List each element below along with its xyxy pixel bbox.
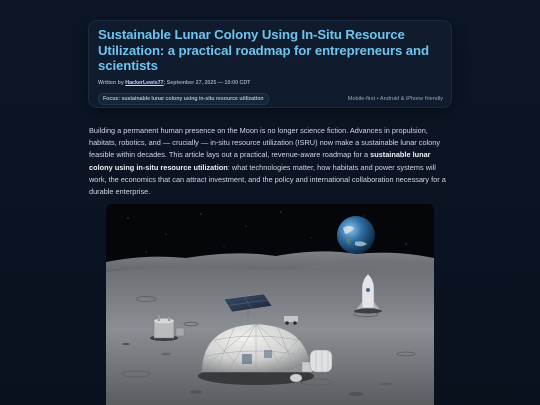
intro-text-1: Building a permanent human presence on the Moon is no longer science fiction. Advances in propulsion, habitats, robotics, and — crucially — in-situ resource utilization (ISRU) now make a sustainable lunar colony feasible within decades. This article lays out a practical, revenue-aware roadmap for a xyxy=(89,126,441,160)
intro-text-2: : what technologies matter, how habitats and power systems will work, the economics that can attract investment, and the policy and international collaboration necessary for a durable enterprise. xyxy=(89,162,446,197)
byline-prefix: Written by xyxy=(98,79,126,86)
intro-keyword: sustainable lunar colony using in-situ resource utilization xyxy=(89,150,431,172)
focus-badge: Focus: sustainable lunar colony using in-situ resource utilization xyxy=(98,93,269,105)
article-meta-row xyxy=(98,93,443,105)
author-link[interactable]: HackerLewis77 xyxy=(125,79,164,86)
device-compat-note: Mobile-first • Android & iPhone friendly xyxy=(347,96,443,102)
article-title: Sustainable Lunar Colony Using In-Situ Resource Utilization: a practical roadmap for entrepreneurs and scientists xyxy=(98,27,429,73)
article-intro xyxy=(89,125,453,198)
lunar-colony-illustration-icon xyxy=(106,204,434,405)
article-header-card xyxy=(88,20,452,108)
article-byline xyxy=(98,80,443,86)
byline-date: ; September 27, 2025 — 10:00 CDT xyxy=(163,79,251,86)
hero-image xyxy=(106,204,434,405)
